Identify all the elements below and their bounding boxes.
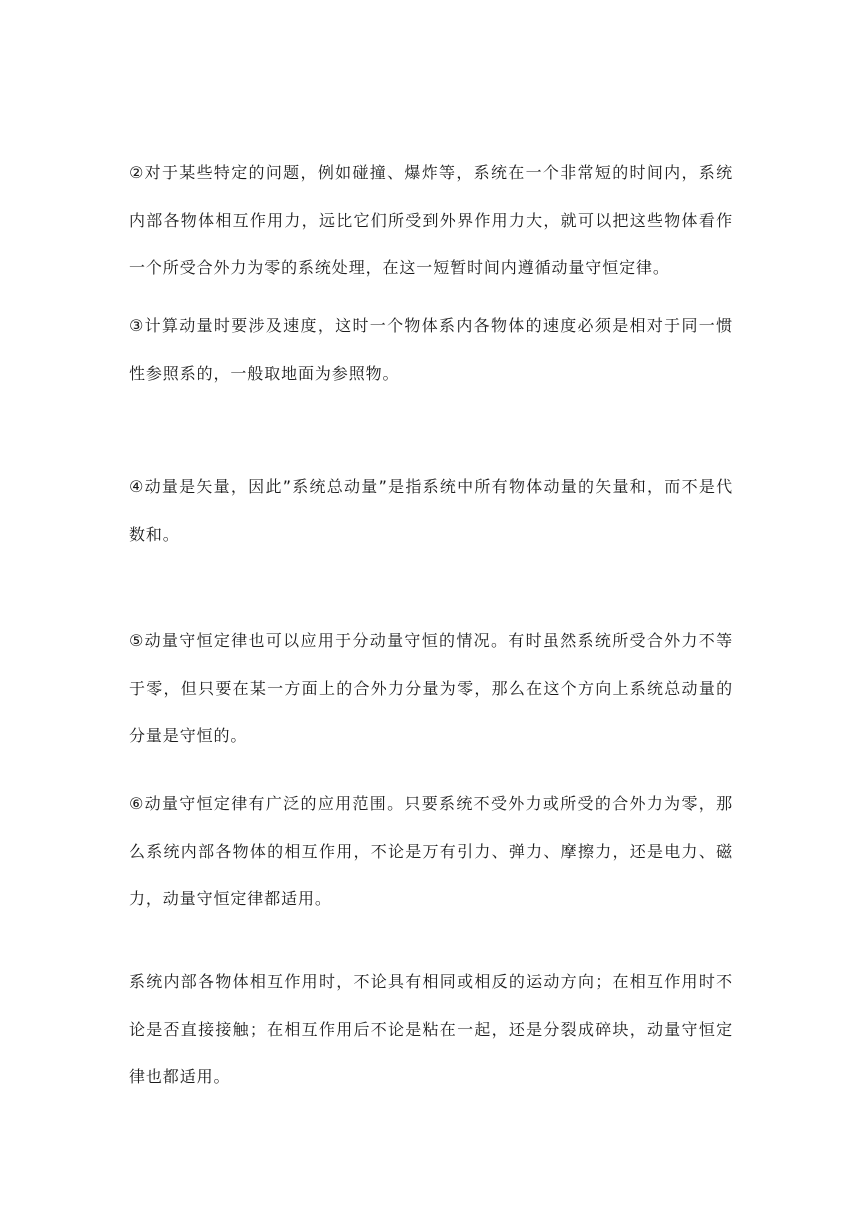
paragraph-application-range: ⑥动量守恒定律有广泛的应用范围。只要系统不受外力或所受的合外力为零，那么系统内部各物体的相互作用，不论是万有引力、弹力、摩擦力，还是电力、磁力，动量守恒定律都适用。 <box>129 794 733 908</box>
paragraph-interaction-cases: 系统内部各物体相互作用时，不论具有相同或相反的运动方向；在相互作用时不论是否直接接触；在相互作用后不论是粘在一起，还是分裂成碎块，动量守恒定律也都适用。 <box>129 972 733 1086</box>
paragraph-component-conservation: ⑤动量守恒定律也可以应用于分动量守恒的情况。有时虽然系统所受合外力不等于零，但只要在某一方面上的合外力分量为零，那么在这个方向上系统总动量的分量是守恒的。 <box>129 631 733 745</box>
paragraph-velocity-reference-frame: ③计算动量时要涉及速度，这时一个物体系内各物体的速度必须是相对于同一惯性参照系的，一般取地面为参照物。 <box>129 316 733 383</box>
paragraph-collision-explosion: ②对于某些特定的问题，例如碰撞、爆炸等，系统在一个非常短的时间内，系统内部各物体相互作用力，远比它们所受到外界作用力大，就可以把这些物体看作一个所受合外力为零的系统处理，在这一短暂时间内遵循动量守恒定律。 <box>129 163 733 277</box>
paragraph-momentum-vector: ④动量是矢量，因此”系统总动量”是指系统中所有物体动量的矢量和，而不是代数和。 <box>129 477 733 544</box>
